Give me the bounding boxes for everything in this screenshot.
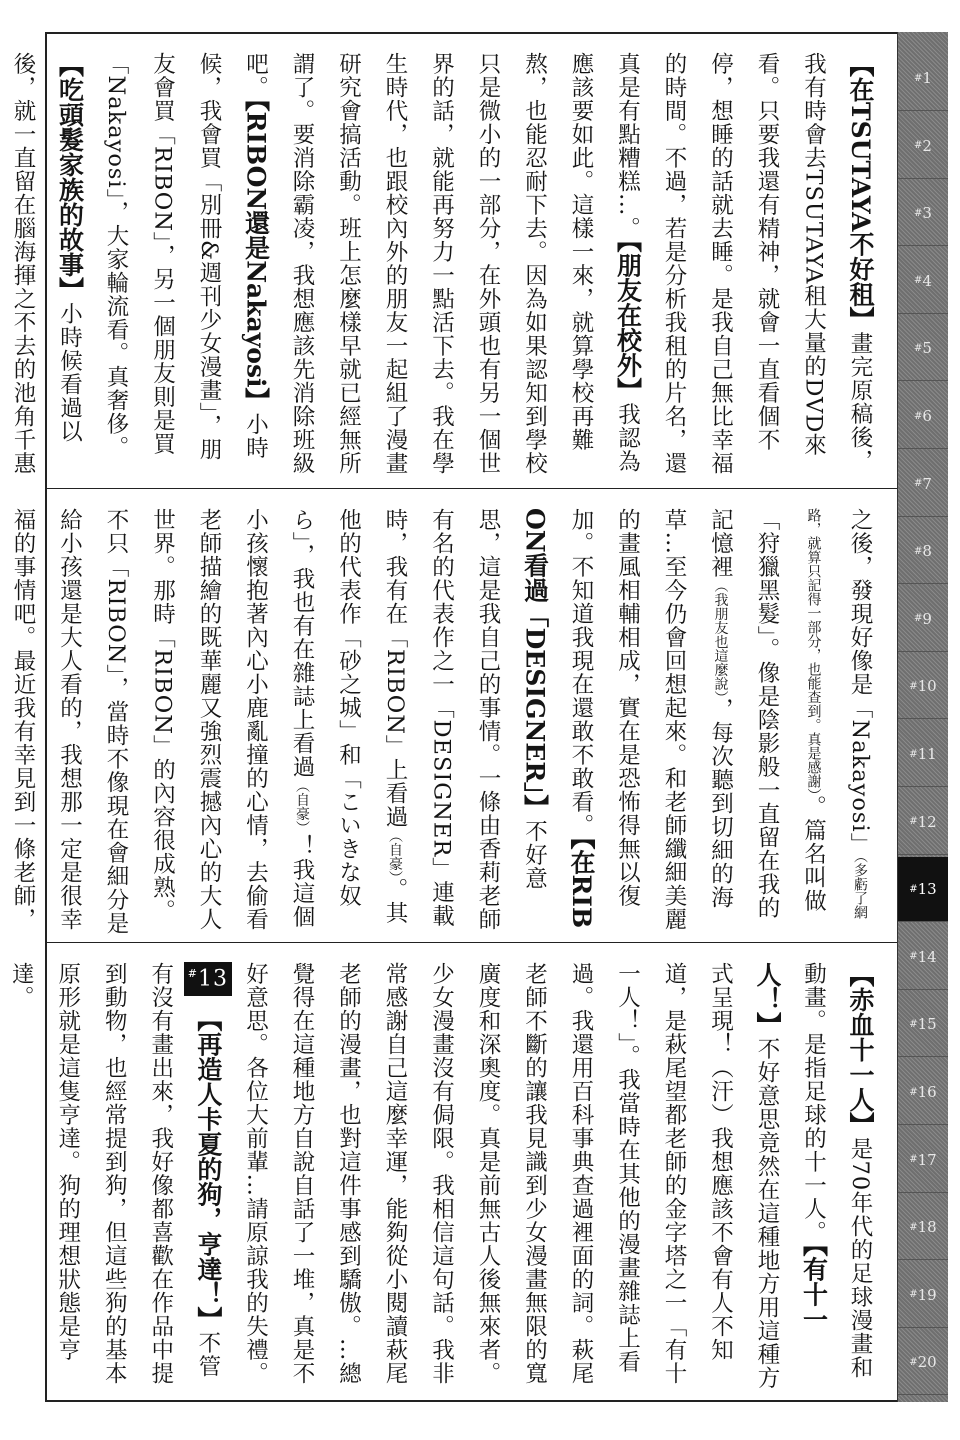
body-text: 不好意思，這是我自己的事情。一條由香莉老師有名的代表作之一「DESIGNER」連載時，我有在「RIBON」上看過 — [382, 508, 548, 931]
section-heading: 【赤血十一人】 — [846, 962, 875, 1137]
body-text: ，每次聽到切細的海草…至今仍會回想起來。和老師纖細美麗的畫風相輔相成，實在是恐怖得無以復加。不知道我現在還敢不敢看。 — [568, 508, 734, 931]
section-heading: 【再造人卡夏的狗，亨達！】 — [193, 1006, 223, 1332]
body-text: 小時候，我會買「別冊&週刊少女漫畫」，朋友會買「RIBON」，另一個朋友則是買「Nakayosi」，大家輪流看。真奢侈。 — [103, 52, 269, 462]
index-tab-16: # 16 — [898, 1060, 948, 1125]
notes-section-1 — [10, 34, 897, 488]
index-tab-1: # 1 — [898, 46, 948, 111]
index-tab-7: # 7 — [898, 452, 948, 517]
section-heading: 【RIBON還是Nakayosi】 — [241, 99, 271, 413]
section-heading: 【在RIBON看過「DESIGNER」】 — [520, 508, 596, 929]
body-text: 。其他的代表作「砂之城」和「こいきな奴ら」，我也有在雜誌上看過 — [289, 508, 408, 925]
aside-note: （自豪） — [387, 828, 403, 878]
section-heading: 【朋友在校外】 — [613, 240, 643, 403]
index-tab-18: # 18 — [898, 1195, 948, 1260]
index-tab-8: # 8 — [898, 519, 948, 584]
index-tab-15: # 15 — [898, 992, 948, 1057]
index-tab-20: # 20 — [898, 1330, 948, 1395]
index-tab-3: # 3 — [898, 181, 948, 246]
vertical-text-column — [8, 944, 897, 1400]
index-tab-12: # 12 — [898, 790, 948, 855]
section-divider — [45, 488, 897, 489]
body-text: 之後，發現好像是「Nakayosi」 — [847, 508, 873, 857]
body-text: 不好意思竟然在這種地方用這種方式呈現！（汗）我想應該不會有人不知道，是萩尾望都老師的金字塔之一「有十一人！」。我當時在其他的漫畫雜誌上看過。我還用百科事典查過裡面的詞。萩尾老師不斷的讓我見識到少女漫畫無限的寬廣度和深奧度。真是前無古人後無來者。少女漫畫沒有侷限。我相信這句話。我非常感謝自己這麼幸運，能夠從小閱讀萩尾老師的漫畫，也對這件事感到驕傲。…總覺得在這種地方自說自話了一堆，真是不好意思。各位大前輩…請原諒我的失禮。 — [242, 962, 780, 1390]
index-tab-2: # 2 — [898, 114, 948, 179]
vertical-text-column — [10, 34, 897, 488]
body-text: 我認為應該要如此。這樣一來，就算學校再難熬，也能忍耐下去。因為如果認知到學校只是微小的一部分，在外頭也有另一個世界的話，就能再努力一點活下去。我在學生時代，也跟校內外的朋友一起組了漫畫研究會搞活動。班上怎麼樣早就已經無所謂了。要消除霸凌，我想應該先消除班級吧。 — [242, 52, 641, 475]
vertical-text-column — [10, 490, 897, 942]
heading-text: 赤血十一人 — [846, 987, 875, 1112]
heading-text: 吃頭髮家族的故事 — [55, 77, 85, 277]
aside-note: （多虧了網路，就算只記得一部分，也能查到。真是感謝） — [805, 508, 868, 920]
section-heading: 【吃頭髮家族的故事】 — [55, 52, 85, 302]
body-text: 不管有沒有畫出來，我好像都喜歡在作品中提到動物，也經常提到狗，但這些狗的基本原形就是這隻亨達。狗的理想狀態是亨達。 — [8, 962, 221, 1385]
heading-text: 在RIBON看過「DESIGNER」 — [520, 508, 596, 929]
aside-note: （自豪） — [294, 778, 310, 835]
index-tab-5: # 5 — [898, 316, 948, 381]
heading-text: 在TSUTAYA不好租 — [846, 77, 875, 307]
notes-section-2 — [10, 490, 897, 942]
notes-section-3 — [8, 944, 897, 1400]
index-tab-13: # 13 — [898, 857, 948, 922]
body-text: 小時候看過以後，就一直留在腦海揮之不去的池角千惠 — [10, 52, 83, 475]
section-divider — [45, 942, 897, 943]
body-text: 是70年代的足球漫畫和動畫。是指足球的十一人。 — [800, 962, 873, 1380]
heading-text: 有十一人！ — [753, 962, 829, 1332]
index-tab-4: # 4 — [898, 249, 948, 314]
index-tab-9: # 9 — [898, 587, 948, 652]
chapter-number-badge: #13 — [184, 962, 232, 996]
section-heading: 【有十一人！】 — [753, 962, 829, 1332]
heading-text: 再造人卡夏的狗，亨達！ — [193, 1031, 223, 1307]
body-text: 。篇名叫做「狩獵黑髮」。像是陰影般一直留在我的記憶裡 — [707, 508, 827, 920]
index-tab-17: # 17 — [898, 1128, 948, 1193]
index-tab-11: # 11 — [898, 722, 948, 787]
index-tab-14: # 14 — [898, 925, 948, 990]
heading-text: RIBON還是Nakayosi — [241, 111, 271, 388]
section-heading: 【在TSUTAYA不好租】 — [846, 52, 875, 332]
index-tab-10: # 10 — [898, 654, 948, 719]
body-text: 畫完原稿後，我有時會去TSUTAYA租大量的DVD來看。只要我還有精神，就會一直看個不停，想睡的話就去睡。是我自己無比幸福的時間。不過，若是分析我租的片名，還真是有點糟糕…。 — [614, 52, 873, 475]
heading-text: 朋友在校外 — [613, 252, 643, 378]
body-text: ！我這個小孩懷抱著內心小鹿亂撞的心情，去偷看老師描繪的既華麗又強烈震撼內心的大人世界。那時「RIBON」的內容很成熟。不只「RIBON」，當時不像現在會細分是給小孩還是大人看的，我想那一定是很幸福的事情吧。最近我有幸見到一條老師， — [10, 508, 315, 936]
index-tab-19: # 19 — [898, 1263, 948, 1328]
aside-note: （我朋友也這麼說） — [712, 578, 729, 698]
index-tab-6: # 6 — [898, 384, 948, 449]
chapter-index-strip — [897, 32, 948, 1402]
